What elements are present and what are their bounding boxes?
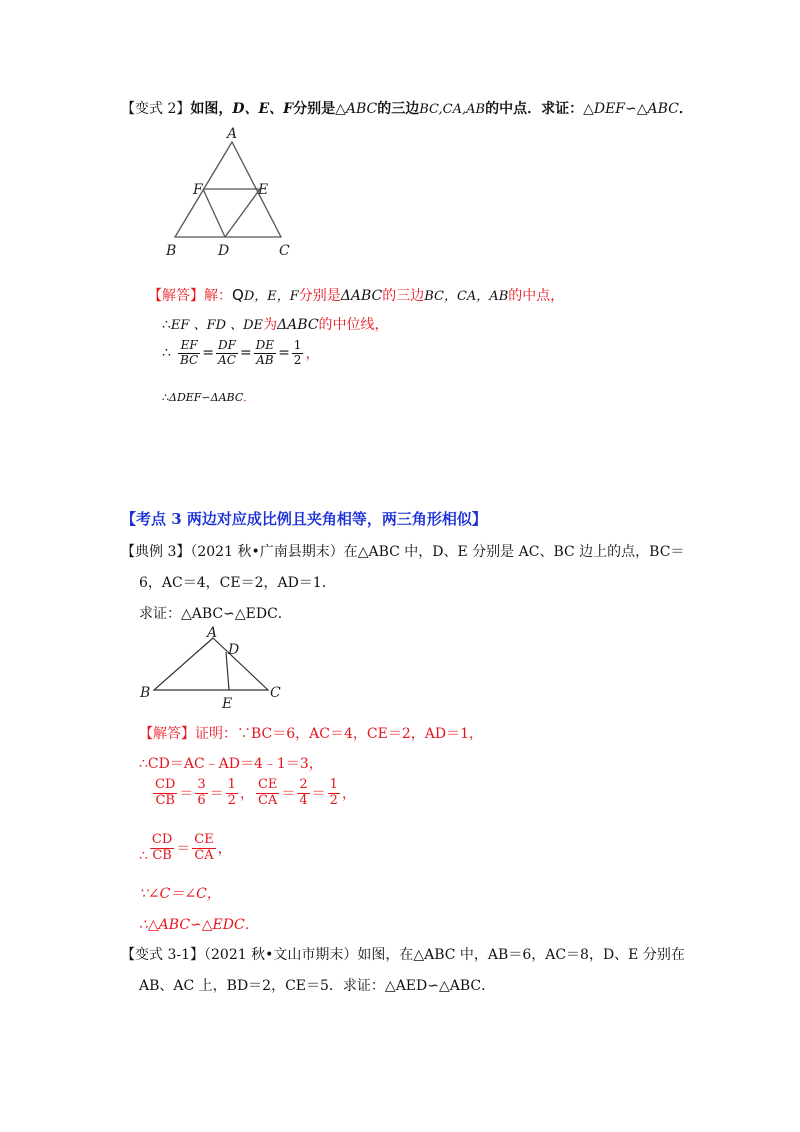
- solution3-line6: ∴△ABC∽△EDC．: [139, 917, 259, 933]
- fraction-one-half: [292, 339, 304, 368]
- fig2-label-d: D: [228, 642, 240, 658]
- fig1-label-d: D: [218, 243, 230, 259]
- example3-text-1: （2021 秋•广南县期末）在△ABC 中，D、E 分别是 AC、BC 边上的点，BC＝: [190, 544, 685, 560]
- fraction-1-2: [226, 778, 238, 809]
- variant2-text-2: 分别是: [293, 101, 336, 117]
- fig1-label-e: E: [258, 182, 269, 198]
- variant31-line1: [121, 944, 685, 964]
- solution1-end: 的中点，: [508, 288, 565, 304]
- fraction-3-6: [195, 778, 207, 809]
- solution3-line3: [151, 778, 356, 809]
- fraction-den: 2: [329, 792, 338, 808]
- fraction-num: EF: [178, 339, 200, 354]
- equals: ＝: [209, 786, 224, 803]
- solution1-sides: BC，CA，AB: [424, 289, 509, 304]
- solution3-label: 【解答】: [139, 726, 195, 742]
- separator: ，: [217, 841, 232, 857]
- separator: ，: [239, 786, 254, 803]
- example3-line3: 求证：△ABC∽△EDC．: [139, 606, 292, 622]
- variant2-triangle: △ABC: [335, 101, 378, 117]
- fraction-de-ab: [254, 339, 276, 368]
- fraction-den: AB: [256, 352, 274, 367]
- therefore: ∴: [139, 848, 148, 864]
- fraction-num: CE: [194, 831, 214, 847]
- fraction-den: CB: [155, 792, 175, 808]
- fraction-den: CA: [194, 847, 214, 863]
- fraction-num: 3: [197, 777, 206, 792]
- fig2-label-b: B: [140, 685, 151, 701]
- variant2-text-3: 的三边: [377, 101, 420, 117]
- solution1-text-1: 分别是: [298, 288, 341, 304]
- solution1-points: D，E，F: [243, 289, 299, 304]
- variant31-line2: AB、AC 上，BD＝2，CE＝5．求证：△AED∽△ABC．: [139, 978, 496, 994]
- fraction-2-4: [297, 778, 309, 809]
- fraction-num: 1: [329, 777, 338, 792]
- solution1-intro: 解：: [204, 288, 232, 304]
- fraction-cd-cb-2: [150, 833, 174, 864]
- solution1-line3: [162, 339, 319, 368]
- equals: ＝: [176, 841, 191, 857]
- fraction-den: 4: [299, 792, 308, 808]
- solution1-therefore-1: ∴: [162, 317, 171, 333]
- variant2-question: [121, 98, 693, 118]
- solution1-triangle-2: ΔABC: [277, 317, 319, 333]
- variant2-text-1: 如图，: [190, 101, 233, 117]
- variant31-text-1: （2021 秋•文山市期末）如图，在△ABC 中，AB＝6，AC＝8，D、E 分别在: [204, 947, 685, 963]
- variant2-text-4: 的中点．求证：: [485, 101, 584, 117]
- equals: ＝: [311, 786, 326, 803]
- fig2-label-e: E: [222, 696, 233, 712]
- equals: =: [239, 345, 252, 362]
- fraction-ce-ca-2: [192, 833, 215, 864]
- solution1-text-3: 为: [263, 317, 278, 333]
- example3-label: 【典例 3】: [121, 544, 191, 560]
- section3-heading: 【考点 3 两边对应成比例且夹角相等，两三角形相似】: [121, 510, 487, 528]
- solution1-text-2: 的三边: [382, 288, 425, 304]
- fig1-label-a: A: [227, 126, 238, 142]
- fraction-num: DF: [217, 338, 236, 352]
- solution1-segments: EF 、FD 、DE: [170, 318, 264, 333]
- fraction-num: 1: [293, 338, 302, 352]
- fraction-num: CD: [155, 777, 176, 792]
- solution1-comma: ，: [305, 346, 320, 363]
- equals: =: [278, 345, 290, 362]
- fraction-den: CB: [152, 847, 172, 863]
- equals: ＝: [179, 786, 194, 803]
- fraction-den: BC: [180, 352, 199, 367]
- fraction-num: CD: [151, 831, 173, 847]
- fraction-num: DE: [255, 338, 275, 352]
- fraction-num: CE: [257, 777, 278, 792]
- fraction-den: AC: [218, 352, 236, 367]
- fraction-den: 2: [227, 792, 236, 808]
- fraction-num: 1: [227, 777, 236, 792]
- equals: ＝: [281, 786, 296, 803]
- variant2-points: D、E、F: [232, 101, 294, 117]
- solution3-line4: [139, 832, 232, 864]
- fraction-cd-cb: [153, 778, 177, 809]
- example3-line2: 6，AC＝4，CE＝2，AD＝1．: [139, 575, 336, 591]
- figure-triangle-midpoints: [160, 122, 300, 262]
- fraction-num: 2: [299, 777, 308, 792]
- solution1-conclusion: ΔDEF∽ΔABC: [169, 391, 244, 404]
- solution1-period: ．: [243, 391, 255, 404]
- fraction-1-2: [328, 778, 340, 809]
- fig1-label-f: F: [193, 182, 203, 198]
- solution1-therefore-3: ∴: [162, 391, 169, 404]
- solution1-therefore-2: ∴: [162, 345, 171, 362]
- variant2-label: 【变式 2】: [121, 101, 191, 117]
- fraction-df-ac: [216, 339, 238, 368]
- fraction-den: 6: [197, 792, 206, 808]
- solution1-because: Q: [232, 286, 244, 304]
- solution1-line4: [162, 389, 254, 405]
- variant2-sides: BC,CA,AB: [419, 102, 486, 117]
- example3-line1: [121, 541, 684, 561]
- fig2-label-c: C: [270, 685, 281, 701]
- equals: =: [202, 345, 214, 362]
- solution1-label: 【解答】: [148, 288, 204, 304]
- fraction-den: CA: [257, 792, 278, 808]
- variant2-end: ．: [678, 101, 693, 117]
- solution1-triangle: ΔABC: [340, 288, 383, 304]
- fig1-label-c: C: [279, 243, 290, 259]
- solution1-line2: [162, 314, 389, 334]
- variant2-claim: △DEF∽△ABC: [583, 101, 679, 117]
- fraction-ef-bc: [178, 339, 200, 368]
- solution1-line1: [148, 285, 564, 305]
- figure-triangle-abc-edc: [134, 622, 294, 712]
- separator: ，: [341, 786, 356, 803]
- solution3-line2: ∴CD＝AC﹣AD＝4﹣1＝3，: [139, 756, 323, 772]
- fig1-label-b: B: [166, 243, 177, 259]
- solution1-midline-text: 的中位线，: [318, 317, 389, 333]
- solution3-line1: [139, 723, 483, 743]
- solution3-line5: ∵∠C＝∠C，: [139, 886, 221, 902]
- fig2-label-a: A: [207, 625, 218, 641]
- fraction-den: 2: [293, 352, 302, 367]
- solution3-text-1: 证明：∵BC＝6，AC＝4，CE＝2，AD＝1，: [195, 726, 483, 742]
- fraction-ce-ca: [256, 778, 279, 809]
- variant31-label: 【变式 3-1】: [121, 947, 204, 963]
